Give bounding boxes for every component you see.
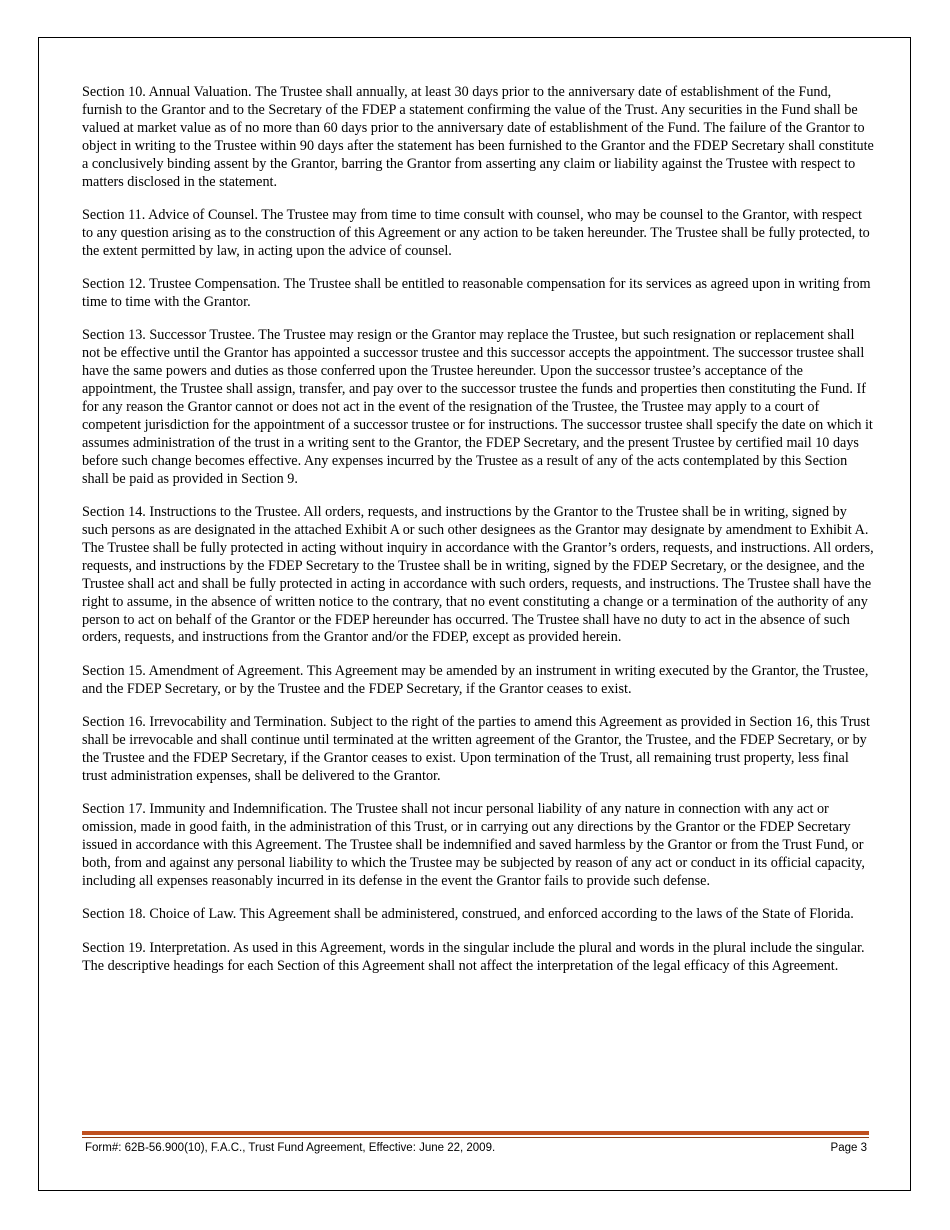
section-15-amendment-of-agreement: Section 15. Amendment of Agreement. This Agreement may be amended by an instrument in writing executed by the Grantor, the Trustee, and the FDEP Secretary, or by the Trustee and the FDEP Secretary, if the Grantor ceases to exist. — [82, 662, 869, 697]
section-19-interpretation: Section 19. Interpretation. As used in this Agreement, words in the singular include the plural and words in the plural include the singular. The descriptive headings for each Section of this Agreement shall not affect the interpretation of the legal efficacy of this Agreement. — [82, 939, 865, 974]
footer-rule-thin — [82, 1137, 869, 1138]
footer-text-row — [82, 1142, 869, 1154]
footer-form-number: Form#: 62B-56.900(10), F.A.C., Trust Fund Agreement, Effective: June 22, 2009. — [85, 1142, 496, 1154]
section-10-annual-valuation: Section 10. Annual Valuation. The Trustee shall annually, at least 30 days prior to the anniversary date of establishment of the Fund, furnish to the Grantor and to the Secretary of the FDEP a statement confirming the value of the Trust. Any securities in the Fund shall be valued at market value as of no more than 60 days prior to the anniversary date of establishment of the Fund. The failure of the Grantor to object in writing to the Trustee within 90 days after the statement has been furnished to the Grantor and the FDEP Secretary shall constitute a conclusively binding assent by the Grantor, barring the Grantor from asserting any claim or liability against the Trustee with respect to matters disclosed in the statement. — [82, 84, 874, 190]
section-16-irrevocability-and-termination: Section 16. Irrevocability and Termination. Subject to the right of the parties to amend this Agreement as provided in Section 16, this Trust shall be irrevocable and shall continue until terminated at the written agreement of the Grantor, the Trustee, and the FDEP Secretary, or by the Trustee and the FDEP Secretary, if the Grantor ceases to exist. Upon termination of the Trust, all remaining trust property, less final trust administration expenses, shall be delivered to the Grantor. — [82, 714, 870, 784]
section-18-choice-of-law: Section 18. Choice of Law. This Agreement shall be administered, construed, and enforced according to the laws of the State of Florida. — [82, 906, 854, 923]
section-14-instructions-to-trustee: Section 14. Instructions to the Trustee. All orders, requests, and instructions by the Grantor to the Trustee shall be in writing, signed by such persons as are designated in the attached Exhibit A or such other designees as the Grantor may designate by amendment to Exhibit A. The Trustee shall be fully protected in acting without inquiry in accordance with the Grantor’s orders, requests, and instructions. All orders, requests, and instructions by the FDEP Secretary to the Trustee shall be in writing, signed by the FDEP Secretary, or the designee, and the Trustee shall act and shall be fully protected in acting in accordance with such orders, requests, and instructions. The Trustee shall have the right to assume, in the absence of written notice to the contrary, that no event constituting a change or a termination of the authority of any person to act on behalf of the Grantor or the FDEP hereunder has occurred. The Trustee shall have no duty to act in the absence of such orders, requests, and instructions from the Grantor and/or the FDEP, except as provided herein. — [82, 504, 874, 646]
page-footer — [82, 1131, 869, 1154]
document-body — [82, 84, 874, 991]
section-12-trustee-compensation: Section 12. Trustee Compensation. The Trustee shall be entitled to reasonable compensation for its services as agreed upon in writing from time to time with the Grantor. — [82, 276, 871, 311]
section-13-successor-trustee: Section 13. Successor Trustee. The Trustee may resign or the Grantor may replace the Trustee, but such resignation or replacement shall not be effective until the Grantor has appointed a successor trustee and this successor accepts the appointment. The successor trustee shall have the same powers and duties as those conferred upon the Trustee hereunder. Upon the successor trustee’s acceptance of the appointment, the Trustee shall assign, transfer, and pay over to the successor trustee the funds and properties then constituting the Fund. If for any reason the Grantor cannot or does not act in the event of the resignation of the Trustee, the Trustee may apply to a court of competent jurisdiction for the appointment of a successor trustee or for instructions. The successor trustee shall specify the date on which it assumes administration of the trust in a writing sent to the Grantor, the FDEP Secretary, and the present Trustee by certified mail 10 days before such change becomes effective. Any expenses incurred by the Trustee as a result of any of the acts contemplated by this Section shall be paid as provided in Section 9. — [82, 327, 873, 487]
section-17-immunity-and-indemnification: Section 17. Immunity and Indemnification. The Trustee shall not incur personal liability of any nature in connection with any act or omission, made in good faith, in the administration of this Trust, or in carrying out any directions by the Grantor or the FDEP Secretary issued in accordance with this Agreement. The Trustee shall be indemnified and saved harmless by the Grantor or from the Trust Fund, or both, from and against any personal liability to which the Trustee may be subjected by reason of any act or conduct in its official capacity, including all expenses reasonably incurred in its defense in the event the Grantor fails to provide such defense. — [82, 801, 865, 889]
footer-page-number: Page 3 — [830, 1142, 867, 1154]
footer-rule-thick — [82, 1131, 869, 1135]
section-11-advice-of-counsel: Section 11. Advice of Counsel. The Trustee may from time to time consult with counsel, who may be counsel to the Grantor, with respect to any question arising as to the construction of this Agreement or any action to be taken hereunder. The Trustee shall be fully protected, to the extent permitted by law, in acting upon the advice of counsel. — [82, 206, 870, 259]
